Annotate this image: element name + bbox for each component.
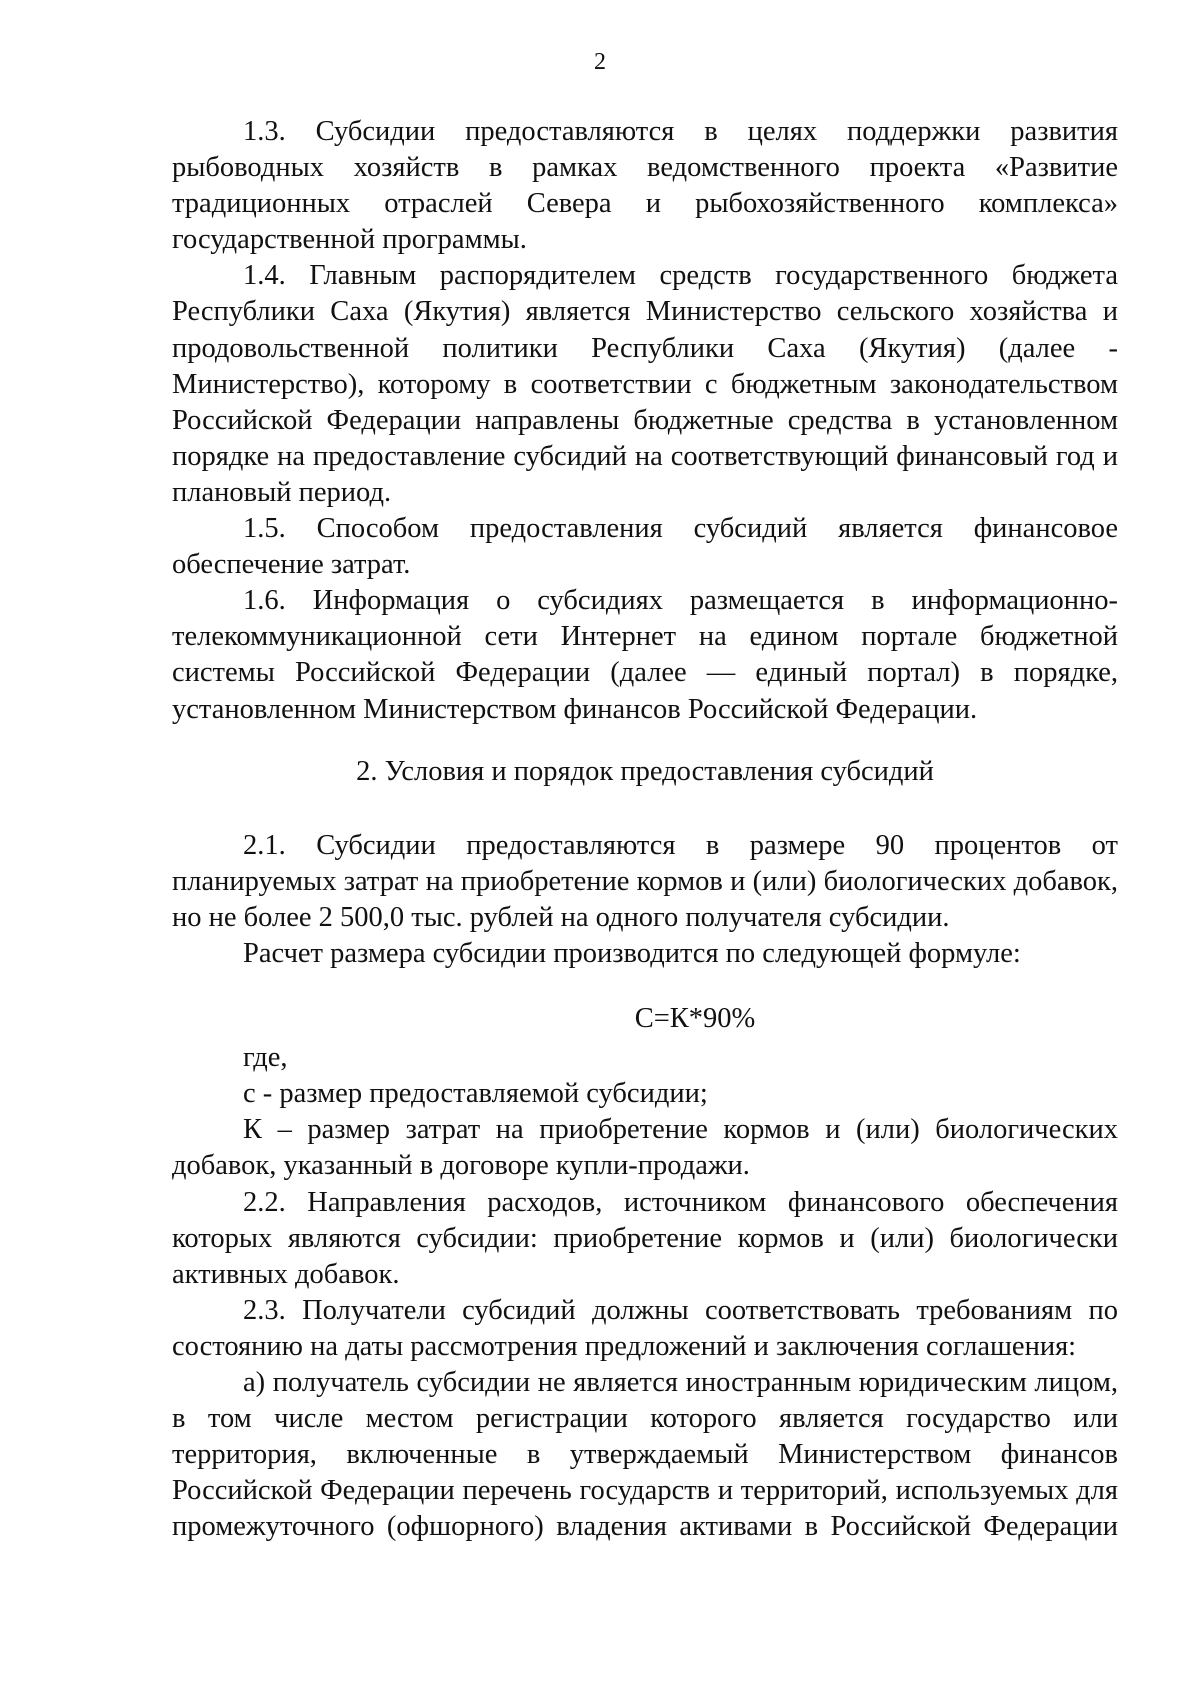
paragraph-calculation: Расчет размера субсидии производится по следующей формуле: [243, 937, 1021, 969]
section-2-heading: 2. Условия и порядок предоставления субсидий [356, 755, 934, 787]
paragraph-k-definition: К – размер затрат на приобретение кормов и (или) биологических добавок, указанный в договоре купли-продажи. [172, 1114, 1118, 1182]
paragraph-where: где, [243, 1042, 288, 1074]
paragraph-1-6: 1.6. Информация о субсидиях размещается в информационно-телекоммуникационной сети Интернет на едином портале бюджетной системы Российской Федерации (далее — единый портал) в порядке, установленном Министерством финансов Российской Федерации. [172, 585, 1118, 725]
paragraph-2-3: 2.3. Получатели субсидий должны соответствовать требованиям по состоянию на даты рассмотрения предложений и заключения соглашения: [172, 1294, 1118, 1362]
paragraph-2-2: 2.2. Направления расходов, источником финансового обеспечения которых являются субсидии: приобретение кормов и (или) биологически активных добавок. [172, 1186, 1118, 1290]
paragraph-a: а) получатель субсидии не является иностранным юридическим лицом, в том числе местом регистрации которого является государство или территория, включенные в утверждаемый Министерством финансов Российской Федерации перечень государств и территорий, используемых для промежуточного (офшорного) владения активами в Российской Федерации [172, 1367, 1118, 1543]
paragraph-2-1: 2.1. Субсидии предоставляются в размере 90 процентов от планируемых затрат на приобретение кормов и (или) биологических добавок, но не более 2 500,0 тыс. рублей на одного получателя субсидии. [172, 829, 1118, 933]
paragraph-1-5: 1.5. Способом предоставления субсидий является финансовое обеспечение затрат. [172, 513, 1118, 581]
paragraph-c-definition: с - размер предоставляемой субсидии; [243, 1078, 708, 1110]
document-body [172, 114, 1118, 1545]
page-number: 2 [594, 49, 606, 75]
subsidy-formula: С=К*90% [634, 1003, 756, 1035]
paragraph-1-4: 1.4. Главным распорядителем средств государственного бюджета Республики Саха (Якутия) является Министерство сельского хозяйства и продовольственной политики Республики Саха (Якутия) (далее - Министерство), которому в соответствии с бюджетным законодательством Российской Федерации направлены бюджетные средства в установленном порядке на предоставление субсидий на соответствующий финансовый год и плановый период. [172, 260, 1118, 508]
paragraph-1-3: 1.3. Субсидии предоставляются в целях поддержки развития рыбоводных хозяйств в рамках ведомственного проекта «Развитие традиционных отраслей Севера и рыбохозяйственного комплекса» государственной программы. [172, 116, 1118, 256]
